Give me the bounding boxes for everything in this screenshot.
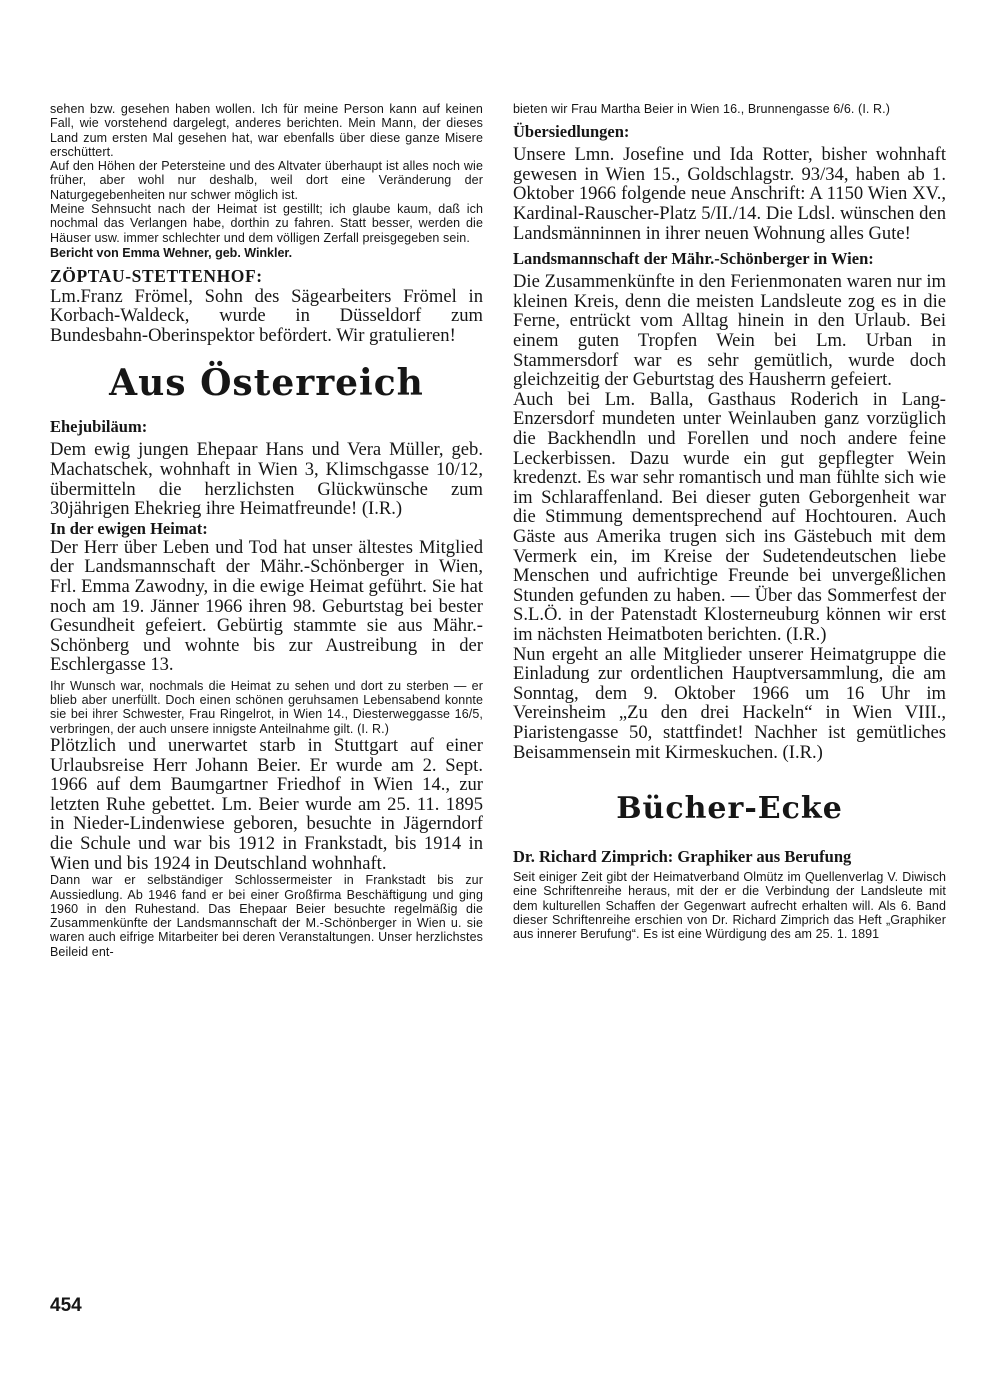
ehejubilaeum-heading: Ehejubiläum: <box>50 417 148 437</box>
landsmannschaft-text: Die Zusammenkünfte in den Ferienmonaten waren nur im kleinen Kreis, denn die meisten Landsleute zog es in die Ferne, entrückt vom Alltag hinein in den Urlaub. Bei einem guten Tropfen Wein bei Lm. Urban in Stammersdorf war es sehr gemütlich, wurde doch gleichzeitig der Geburtstag des Hausherrn gefeiert. <box>513 271 946 391</box>
beier-note: Dann war er selbständiger Schlossermeister in Frankstadt bis zur Aussiedlung. Ab 1946 fand er bei einer Großfirma Beschäftigung und ging 1960 in den Ruhestand. Das Ehepaar Beier besuchte regelmäßig die Zusammenkünfte der Landsmannschaft der M.-Schönberger in Wien u. sie waren auch eifrige Mitarbeiter bei deren Veranstaltungen. Unser herzlichstes Beileid ent- <box>50 873 483 959</box>
left-column <box>50 102 483 959</box>
zoeptau-text: Lm.Franz Frömel, Sohn des Sägearbeiters Frömel in Korbach-Waldeck, wurde in Düsseldorf zum Bundesbahn-Oberinspektor befördert. Wir gratulieren! <box>50 285 483 346</box>
uebersiedlungen-heading: Übersiedlungen: <box>513 122 630 142</box>
beier-obituary: Plötzlich und unerwartet starb in Stuttgart auf einer Urlaubsreise Herr Johann Beier. Er wurde am 2. Sept. 1966 auf dem Baumgartner Friedhof in Wien 14., zur letzten Ruhe gebettet. Lm. Beier wurde am 25. 11. 1895 in Nieder-Lindenwiese geboren, besuchte in Jägerndorf die Schule und war bis 1912 in Frankstadt, bis 1914 in Wien und bis 1924 in Deutschland wohnhaft. <box>50 735 483 874</box>
intro-paragraph-1: sehen bzw. gesehen haben wollen. Ich für meine Person kann auf keinen Fall, wie vorstehend dargelegt, anderes berichten. Mein Mann, der dieses Land zum ersten Mal gesehen hat, war ebenfalls über diese ganze Misere erschüttert. <box>50 102 483 159</box>
section-title-books: Bücher-Ecke <box>616 791 843 827</box>
ewige-heimat-text: Der Herr über Leben und Tod hat unser ältestes Mitglied der Landsmannschaft der Mähr.-Schönberger in Wien, Frl. Emma Zawodny, in die ewige Heimat geführt. Sie hat noch am 19. Jänner 1966 ihren 98. Geburtstag bei bester Gesundheit gefeiert. Gebürtig stammte sie aus Mähr.-Schönberg und wohnte bis zur Austreibung in der Eschlergasse 13. <box>50 536 483 676</box>
book-review-text: Seit einiger Zeit gibt der Heimatverband Olmütz im Quellenverlag V. Diwisch eine Schriftenreihe heraus, mit der er die Verbindung der Landsleute mit dem kulturellen Schaffen der Gegenwart aufrecht erhalten will. Als 6. Band dieser Schriftenreihe erschien von Dr. Richard Zimprich das Heft „Graphiker aus innerer Berufung“. Es ist eine Würdigung des am 25. 1. 1891 <box>513 870 946 942</box>
section-title-austria: Aus Österreich <box>109 362 424 405</box>
zawodny-note: Ihr Wunsch war, nochmals die Heimat zu sehen und dort zu sterben — er blieb aber unerfüllt. Doch einen schönen geruhsamen Lebensabend konnte sie bei ihrer Schwester, Frau Ringelrot, in Wien 14., Diesterweggasse 16/5, verbringen, der auch unsere innigste Anteilnahme gilt. (I. R.) <box>50 678 483 736</box>
page-number: 454 <box>50 1295 82 1316</box>
report-signature: Bericht von Emma Wehner, geb. Winkler. <box>50 245 293 260</box>
continuation-paragraph: bieten wir Frau Martha Beier in Wien 16., Brunnengasse 6/6. (I. R.) <box>513 102 891 116</box>
uebersiedlungen-text: Unsere Lmn. Josefine und Ida Rotter, bisher wohnhaft gewesen in Wien 15., Goldschlagstr. 93/34, haben ab 1. Oktober 1966 folgende neue Anschrift: A 1150 Wien XV., Kardinal-Rauscher-Platz 5/II./14. Die Ldsl. wünschen den Landsmänninnen in ihrer neuen Wohnung alles Gute! <box>513 144 946 244</box>
intro-paragraph-3: Meine Sehnsucht nach der Heimat ist gestillt; ich glaube kaum, daß ich nochmal das Verlangen habe, dorthin zu fahren. Statt besser, werden die Häuser usw. immer schlechter und dem völligen Zerfall preisgegeben sein. <box>50 202 483 245</box>
right-column <box>513 102 946 942</box>
landsmannschaft-heading: Landsmannschaft der Mähr.-Schönberger in Wien: <box>513 249 874 269</box>
intro-paragraph-2: Auf den Höhen der Petersteine und des Altvater überhaupt ist alles noch wie früher, aber wohl nur deshalb, weil dort eine Veränderung der Naturgegebenheiten nur schwer möglich ist. <box>50 159 483 202</box>
ehejubilaeum-text: Dem ewig jungen Ehepaar Hans und Vera Müller, geb. Machatschek, wohnhaft in Wien 3, Klimschgasse 10/12, übermitteln die herzlichsten Glückwünsche zum 30jährigen Ehekrieg ihre Heimatfreunde! (I.R.) <box>50 439 483 520</box>
ewige-heimat-heading: In der ewigen Heimat: <box>50 518 208 538</box>
einladung-text: Nun ergeht an alle Mitglieder unserer Heimatgruppe die Einladung zur ordentlichen Hauptversammlung, die am Sonntag, dem 9. Oktober 1966 um 16 Uhr im Vereinsheim „Zu den drei Hackeln“ in Wien VIII., Piaristengasse 50, stattfindet! Nachher ist gemütliches Beisammensein mit Kirmeskuchen. (I.R.) <box>513 643 946 763</box>
book-review-heading: Dr. Richard Zimprich: Graphiker aus Berufung <box>513 847 852 867</box>
balla-text: Auch bei Lm. Balla, Gasthaus Roderich in Lang-Enzersdorf mundeten unter Weinlauben ganz vorzüglich die Backhendln und Forellen und noch andere feine Leckerbissen. Dazu wurde ein gut gepflegter Wein kredenzt. Es war sehr romantisch und man fühlte sich wie im Schlaraffenland. Bei dieser guten Geborgenheit war die Stimmung dementsprechend auf Hochtouren. Auch Gäste aus Amerika trugen sich ins Gästebuch mit dem Vermerk ein, im Kreise der Sudetendeutschen liebe Menschen und aufrichtige Freunde bei unvergeßlichen Stunden gefunden zu haben. — Über das Sommerfest der S.L.Ö. in der Patenstadt Klosterneuburg können wir erst im nächsten Heimatboten berichten. (I.R.) <box>513 388 946 645</box>
zoeptau-heading: ZÖPTAU-STETTENHOF: <box>50 265 263 286</box>
